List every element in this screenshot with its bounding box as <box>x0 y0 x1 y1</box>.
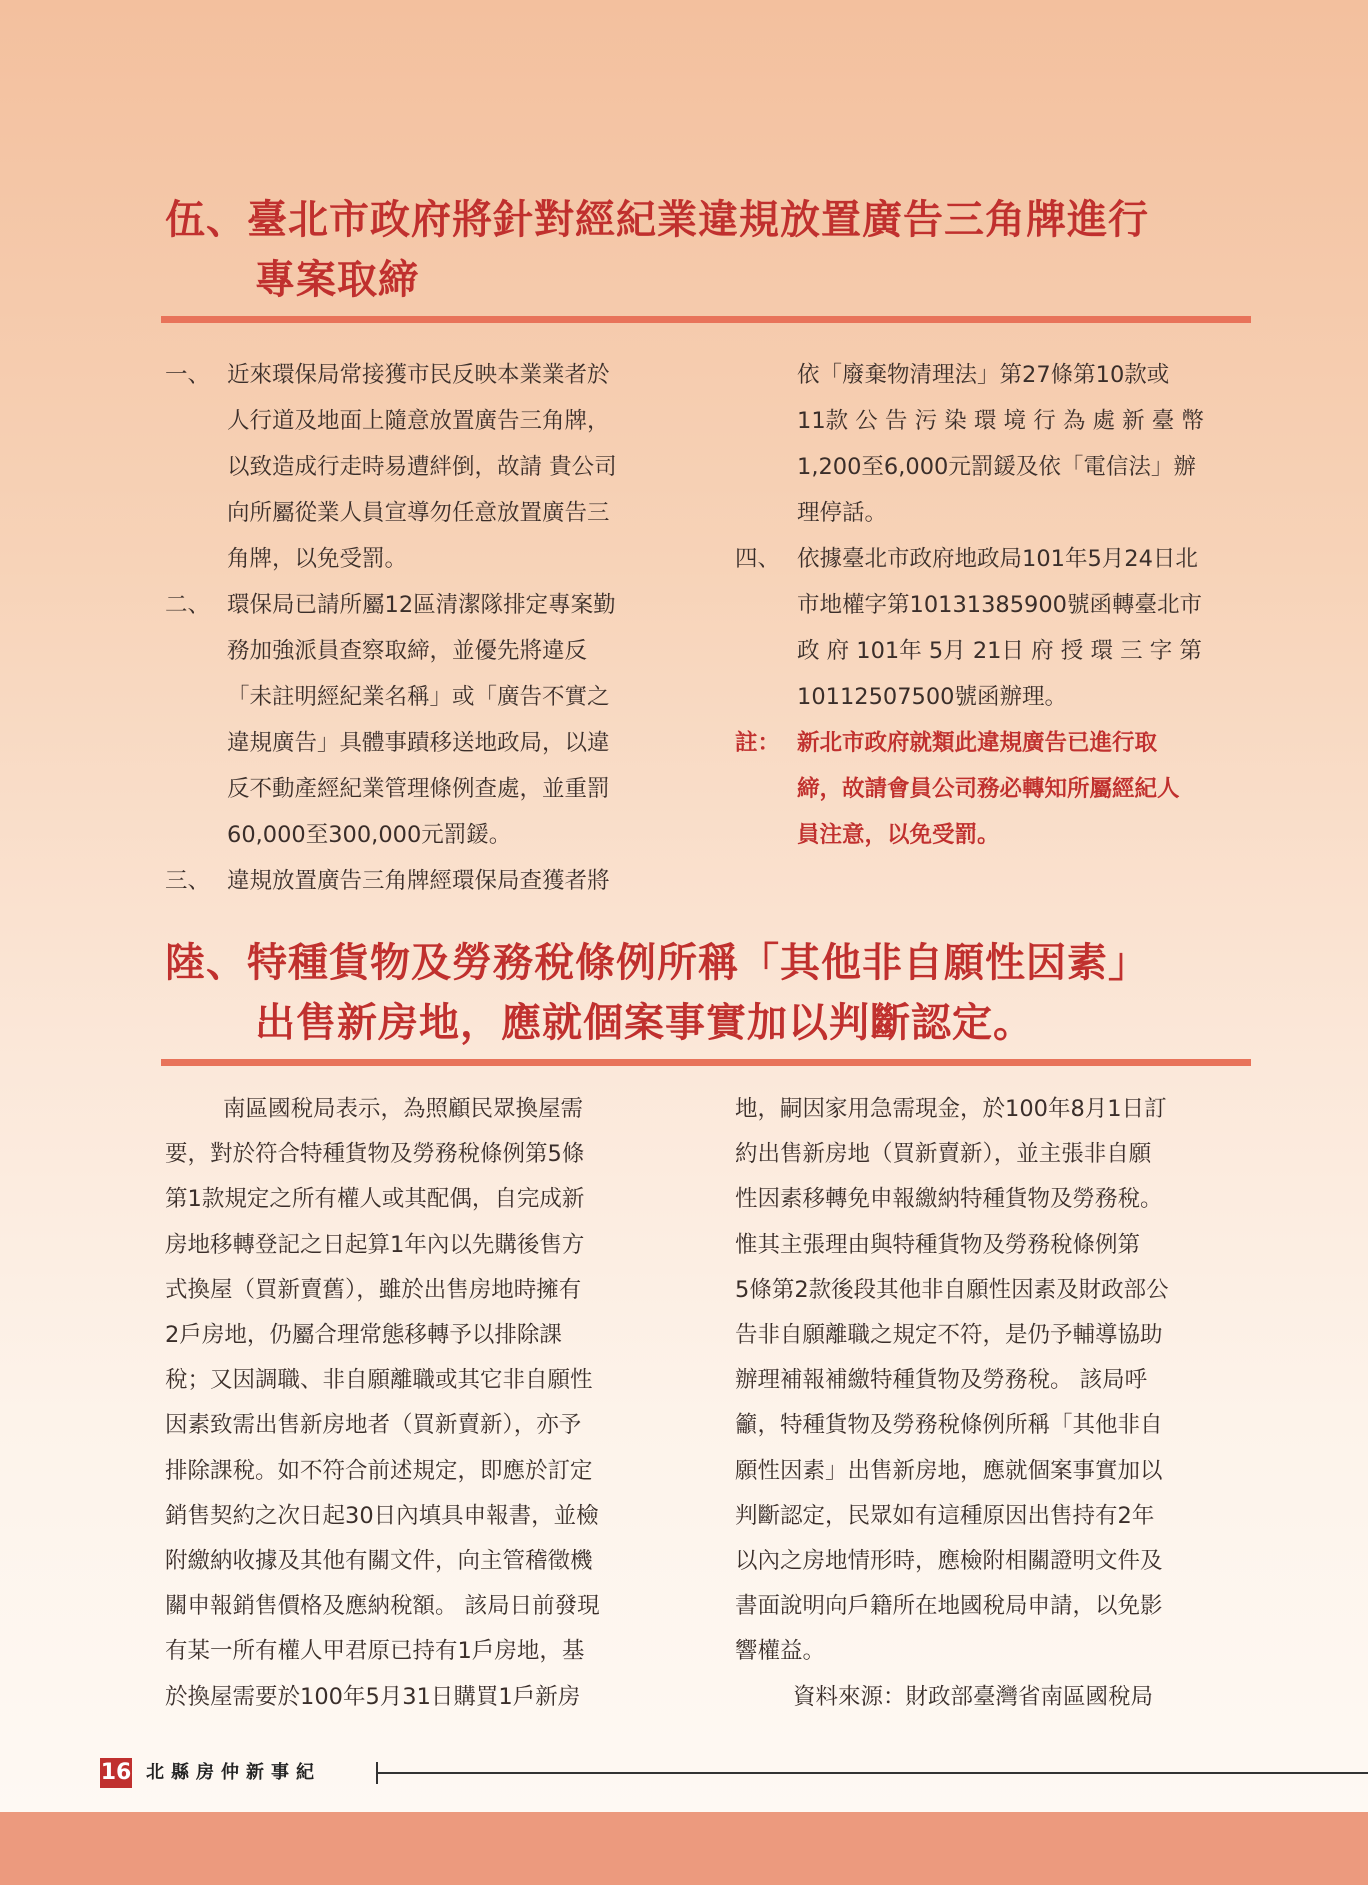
text-line: 式換屋（買新賣舊），雖於出售房地時擁有 <box>165 1276 582 1303</box>
text-line: 於換屋需要於100年5月31日購買1戶新房 <box>165 1683 581 1710</box>
text-line: 響權益。 <box>735 1638 826 1665</box>
page-number: 16 <box>100 1758 132 1788</box>
section5-title <box>165 190 1295 310</box>
note <box>735 720 1247 858</box>
text-line: 違規放置廣告三角牌經環保局查獲者將 <box>227 868 610 894</box>
list-item <box>165 582 677 858</box>
text-line: 籲，特種貨物及勞務稅條例所稱「其他非自 <box>735 1412 1163 1439</box>
paragraph <box>165 1087 677 1720</box>
source-citation: 資料來源：財政部臺灣省南區國稅局 <box>793 1683 1154 1710</box>
magazine-name: 北縣房仲新事紀 <box>146 1762 321 1783</box>
text-line: 5條第2款後段其他非自願性因素及財政部公 <box>735 1276 1169 1303</box>
item-number: 二、 <box>165 592 211 618</box>
page-footer <box>100 1758 1368 1788</box>
text-line: 員注意，以免受罰。 <box>797 822 1000 848</box>
text-line: 房地移轉登記之日起算1年內以先購後售方 <box>165 1231 585 1258</box>
section5-right-column <box>735 352 1247 858</box>
bottom-band <box>0 1812 1368 1885</box>
note-label: 註： <box>735 730 781 756</box>
list-item-continuation <box>735 352 1247 536</box>
text-line: 依「廢棄物清理法」第27條第10款或 <box>797 362 1170 388</box>
text-line: 因素致需出售新房地者（買新賣新），亦予 <box>165 1412 582 1439</box>
section6-title <box>165 933 1295 1053</box>
section6-title-line2: 出售新房地，應就個案事實加以判斷認定。 <box>255 1000 1034 1046</box>
text-line: 關申報銷售價格及應納稅額。 該局日前發現 <box>165 1593 600 1620</box>
text-line: 反不動產經紀業管理條例查處，並重罰 <box>227 776 610 802</box>
footer-rule <box>376 1772 1368 1774</box>
text-line: 惟其主張理由與特種貨物及勞務稅條例第 <box>735 1231 1141 1258</box>
text-line: 辦理補報補繳特種貨物及勞務稅。 該局呼 <box>735 1367 1148 1394</box>
item-number: 一、 <box>165 362 211 388</box>
text-line: 依據臺北市政府地政局101年5月24日北 <box>797 546 1198 572</box>
text-line: 務加強派員查察取締，並優先將違反 <box>227 638 588 664</box>
text-line: 附繳納收據及其他有關文件，向主管稽徵機 <box>165 1548 593 1575</box>
list-item <box>165 352 677 582</box>
text-line: 要，對於符合特種貨物及勞務稅條例第5條 <box>165 1141 585 1168</box>
section5-title-line1: 伍、臺北市政府將針對經紀業違規放置廣告三角牌進行 <box>165 197 1149 243</box>
text-line: 理停話。 <box>797 500 888 526</box>
text-line: 第1款規定之所有權人或其配偶，自完成新 <box>165 1186 585 1213</box>
text-line: 新北市政府就類此違規廣告已進行取 <box>797 730 1158 756</box>
text-line: 判斷認定，民眾如有這種原因出售持有2年 <box>735 1502 1155 1529</box>
text-line: 地，嗣因家用急需現金，於100年8月1日訂 <box>735 1096 1167 1122</box>
text-line: 市地權字第10131385900號函轉臺北市 <box>797 592 1202 618</box>
text-line: 締，故請會員公司務必轉知所屬經紀人 <box>797 776 1180 802</box>
text-line: 有某一所有權人甲君原已持有1戶房地，基 <box>165 1638 585 1665</box>
text-line: 違規廣告」具體事蹟移送地政局，以違 <box>227 730 610 756</box>
text-line: 角牌，以免受罰。 <box>227 546 408 572</box>
text-line: 銷售契約之次日起30日內填具申報書，並檢 <box>165 1502 599 1529</box>
text-line: 人行道及地面上隨意放置廣告三角牌， <box>227 408 610 434</box>
text-line: 願性因素」出售新房地，應就個案事實加以 <box>735 1457 1163 1484</box>
text-line: 政 府 101年 5月 21日 府 授 環 三 字 第 <box>797 638 1202 664</box>
text-line: 10112507500號函辦理。 <box>797 684 1067 710</box>
item-number: 三、 <box>165 868 211 894</box>
text-line: 向所屬從業人員宣導勿任意放置廣告三 <box>227 500 610 526</box>
section5-divider <box>161 316 1251 323</box>
text-line: 約出售新房地（買新賣新），並主張非自願 <box>735 1141 1152 1168</box>
text-line: 11款 公 告 污 染 環 境 行 為 處 新 臺 幣 <box>797 408 1204 434</box>
text-line: 書面說明向戶籍所在地國稅局申請，以免影 <box>735 1593 1163 1620</box>
text-line: 以內之房地情形時，應檢附相關證明文件及 <box>735 1548 1163 1575</box>
paragraph <box>735 1087 1247 1675</box>
text-line: 南區國稅局表示，為照顧民眾換屋需 <box>223 1096 584 1122</box>
item-number: 四、 <box>735 546 781 572</box>
list-item <box>165 858 677 904</box>
text-line: 1,200至6,000元罰鍰及依「電信法」辦 <box>797 454 1196 480</box>
text-line: 稅；又因調職、非自願離職或其它非自願性 <box>165 1367 593 1394</box>
section6-divider <box>161 1059 1251 1066</box>
section6-title-line1: 陸、特種貨物及勞務稅條例所稱「其他非自願性因素」 <box>165 940 1149 986</box>
text-line: 性因素移轉免申報繳納特種貨物及勞務稅。 <box>735 1186 1163 1213</box>
text-line: 環保局已請所屬12區清潔隊排定專案勤 <box>227 592 616 618</box>
text-line: 「未註明經紀業名稱」或「廣告不實之 <box>227 684 610 710</box>
section6-right-column <box>735 1087 1247 1720</box>
text-line: 近來環保局常接獲市民反映本業業者於 <box>227 362 610 388</box>
section6-left-column <box>165 1087 677 1720</box>
section5-title-line2: 專案取締 <box>255 257 419 303</box>
text-line: 2戶房地，仍屬合理常態移轉予以排除課 <box>165 1322 562 1349</box>
section5-left-column <box>165 352 677 904</box>
text-line: 60,000至300,000元罰鍰。 <box>227 822 512 848</box>
text-line: 告非自願離職之規定不符，是仍予輔導協助 <box>735 1322 1163 1349</box>
list-item <box>735 536 1247 720</box>
text-line: 排除課稅。如不符合前述規定，即應於訂定 <box>165 1457 593 1484</box>
text-line: 以致造成行走時易遭絆倒，故請 貴公司 <box>227 454 617 480</box>
